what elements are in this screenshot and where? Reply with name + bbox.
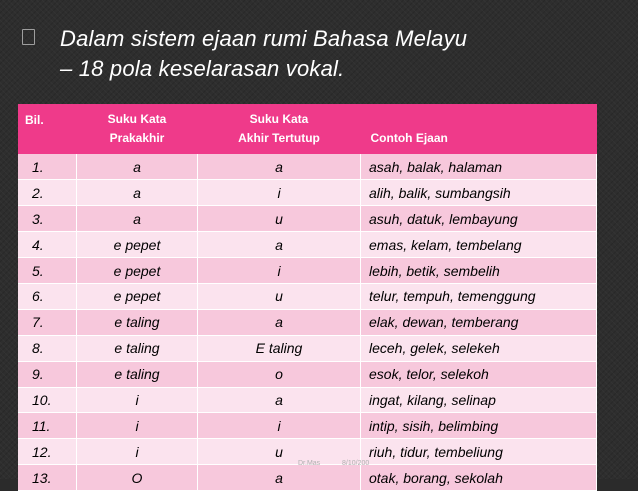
cell-prakakhir: e taling — [77, 335, 198, 361]
cell-prakakhir: e pepet — [77, 232, 198, 258]
table-row — [18, 258, 597, 284]
cell-contoh: lebih, betik, sembelih — [361, 258, 597, 284]
cell-bil: 4. — [18, 232, 77, 258]
table-header — [18, 104, 597, 154]
cell-prakakhir: i — [77, 439, 198, 465]
table-row — [18, 413, 597, 439]
cell-prakakhir: a — [77, 206, 198, 232]
cell-prakakhir: i — [77, 387, 198, 413]
cell-contoh: esok, telor, selekoh — [361, 361, 597, 387]
cell-contoh: otak, borang, sekolah — [361, 465, 597, 491]
cell-prakakhir: a — [77, 154, 198, 180]
cell-prakakhir: e pepet — [77, 258, 198, 284]
bullet-line-2: – 18 pola keselarasan vokal. — [60, 56, 345, 81]
bullet-point — [22, 24, 622, 84]
cell-bil: 9. — [18, 361, 77, 387]
cell-contoh: asah, balak, halaman — [361, 154, 597, 180]
cell-bil: 10. — [18, 387, 77, 413]
cell-bil: 2. — [18, 180, 77, 206]
square-bullet-icon — [22, 29, 35, 45]
cell-prakakhir: i — [77, 413, 198, 439]
cell-contoh: alih, balik, sumbangsih — [361, 180, 597, 206]
table-row — [18, 154, 597, 180]
table-row — [18, 361, 597, 387]
table-row — [18, 283, 597, 309]
cell-contoh: elak, dewan, temberang — [361, 309, 597, 335]
cell-prakakhir: a — [77, 180, 198, 206]
cell-bil: 1. — [18, 154, 77, 180]
cell-prakakhir: e pepet — [77, 283, 198, 309]
cell-bil: 11. — [18, 413, 77, 439]
cell-bil: 12. — [18, 439, 77, 465]
cell-akhir: u — [198, 439, 361, 465]
header-row — [18, 104, 597, 154]
cell-akhir: u — [198, 283, 361, 309]
cell-contoh: telur, tempuh, temenggung — [361, 283, 597, 309]
header-prakakhir-line2: Prakakhir — [109, 131, 165, 145]
cell-contoh: riuh, tidur, tembeliung — [361, 439, 597, 465]
cell-bil: 3. — [18, 206, 77, 232]
header-akhir-line2: Akhir Tertutup — [238, 131, 320, 145]
header-prakakhir-line1: Suku Kata — [107, 112, 167, 126]
cell-bil: 13. — [18, 465, 77, 491]
header-prakakhir — [77, 104, 198, 154]
vowel-pattern-table — [18, 104, 597, 491]
cell-prakakhir: e taling — [77, 309, 198, 335]
table-row — [18, 335, 597, 361]
cell-akhir: o — [198, 361, 361, 387]
cell-contoh: asuh, datuk, lembayung — [361, 206, 597, 232]
cell-contoh: intip, sisih, belimbing — [361, 413, 597, 439]
cell-akhir: i — [198, 258, 361, 284]
cell-prakakhir: O — [77, 465, 198, 491]
table-row — [18, 465, 597, 491]
cell-akhir: u — [198, 206, 361, 232]
cell-bil: 8. — [18, 335, 77, 361]
cell-contoh: ingat, kilang, selinap — [361, 387, 597, 413]
cell-bil: 5. — [18, 258, 77, 284]
footer-date: 8/10/200 — [342, 460, 370, 467]
table-row — [18, 232, 597, 258]
header-akhir — [198, 104, 361, 154]
cell-akhir: i — [198, 180, 361, 206]
cell-akhir: a — [198, 309, 361, 335]
table-row — [18, 206, 597, 232]
bullet-line-1: Dalam sistem ejaan rumi Bahasa Melayu — [60, 26, 468, 51]
table-row — [18, 387, 597, 413]
cell-akhir: a — [198, 387, 361, 413]
cell-contoh: emas, kelam, tembelang — [361, 232, 597, 258]
cell-akhir: a — [198, 232, 361, 258]
header-contoh: Contoh Ejaan — [370, 131, 448, 145]
cell-contoh: leceh, gelek, selekeh — [361, 335, 597, 361]
cell-akhir: a — [198, 154, 361, 180]
header-bil: Bil. — [25, 113, 44, 127]
footer-author: Dr.Mas — [298, 460, 321, 467]
cell-prakakhir: e taling — [77, 361, 198, 387]
table-row — [18, 309, 597, 335]
table-body — [18, 154, 597, 491]
table-row — [18, 180, 597, 206]
cell-akhir: a — [198, 465, 361, 491]
cell-bil: 7. — [18, 309, 77, 335]
cell-bil: 6. — [18, 283, 77, 309]
cell-akhir: i — [198, 413, 361, 439]
header-akhir-line1: Suku Kata — [249, 112, 309, 126]
cell-akhir: E taling — [198, 335, 361, 361]
